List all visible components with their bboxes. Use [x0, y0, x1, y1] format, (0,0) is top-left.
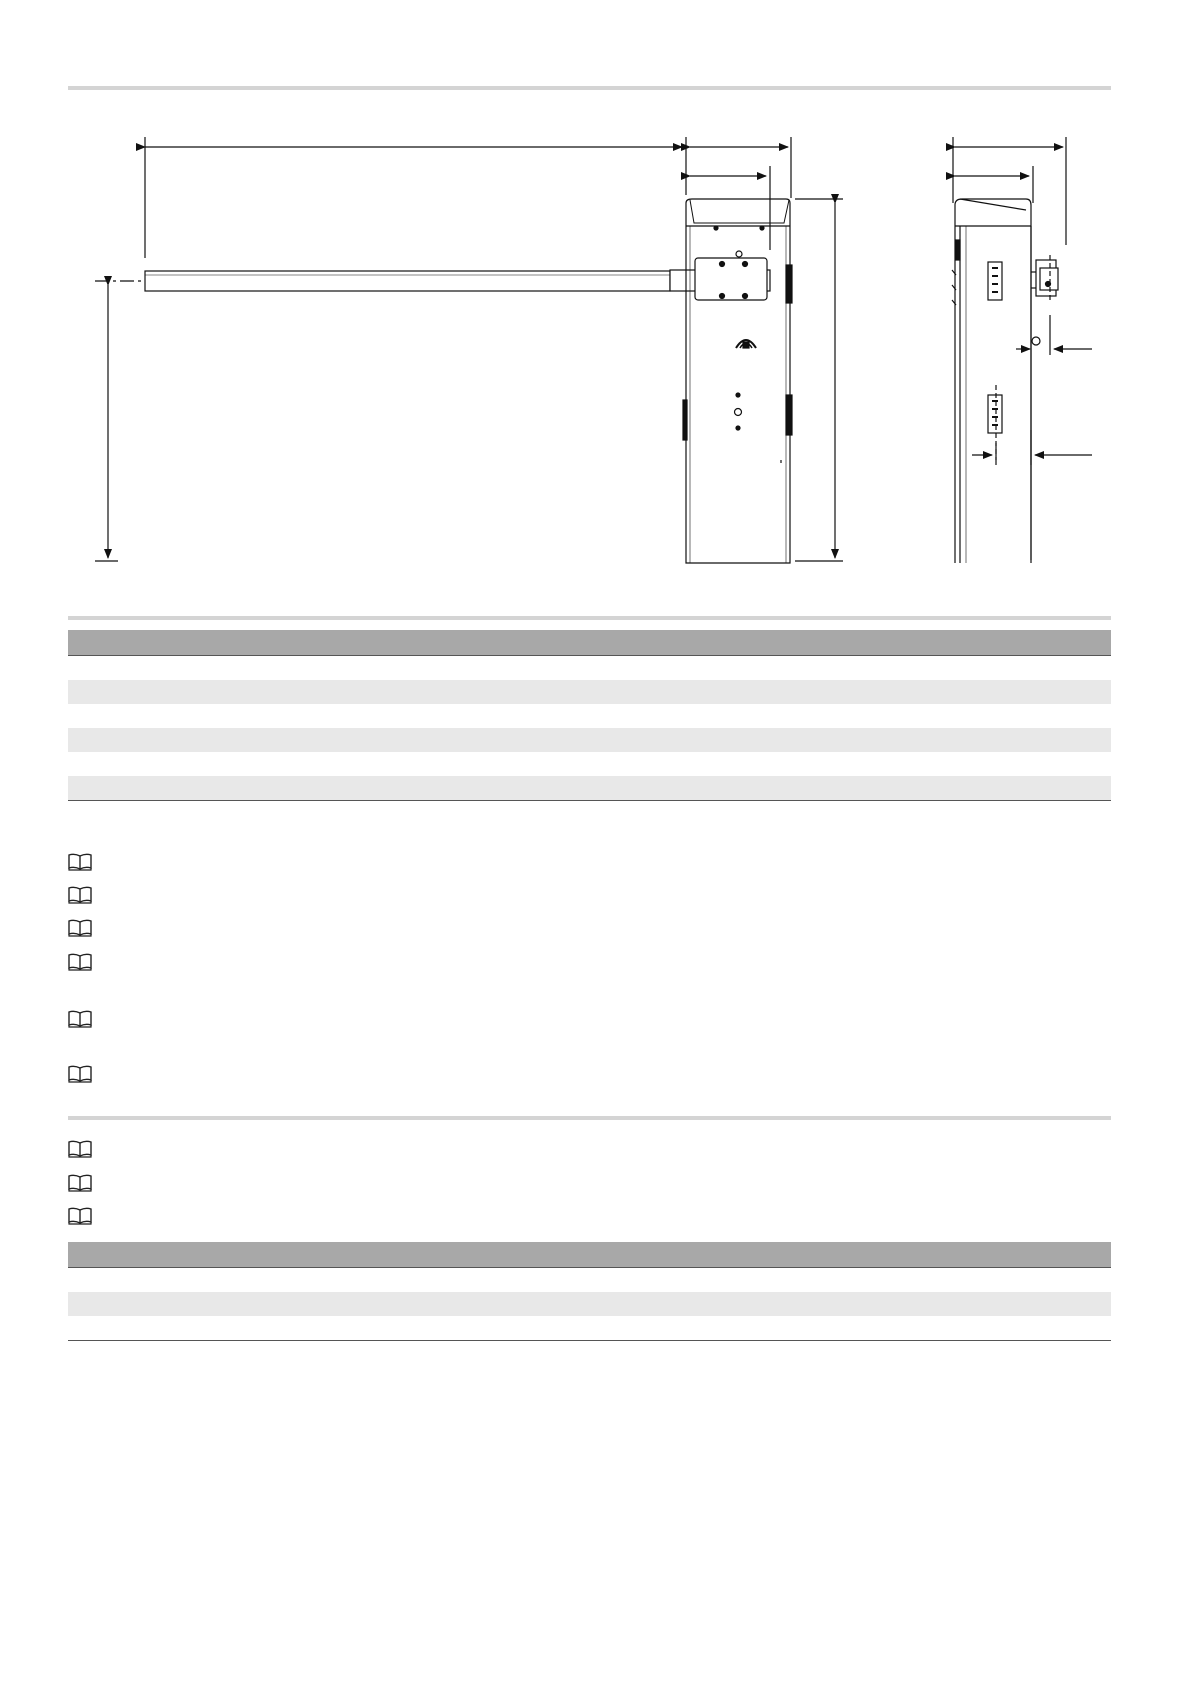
- open-book-icon: [68, 953, 92, 971]
- open-book-icon: [68, 1010, 92, 1028]
- manual-note: [68, 1065, 1111, 1087]
- table-row: [68, 656, 1111, 680]
- open-book-icon: [68, 1174, 92, 1192]
- table-header: [68, 630, 1111, 656]
- table-row: [68, 704, 1111, 728]
- section-rule-lower: [68, 1116, 1111, 1120]
- manual-note: [68, 853, 1111, 875]
- boom-mounting-plate: [695, 258, 767, 300]
- technical-data-table: [68, 630, 1111, 801]
- table-row: [68, 680, 1111, 704]
- table-row: [68, 752, 1111, 776]
- open-book-icon: [68, 853, 92, 871]
- manual-note: [68, 919, 1111, 941]
- table-row: [68, 1316, 1111, 1340]
- manual-note: [68, 953, 1111, 975]
- cabinet-side-outline: [955, 199, 1031, 563]
- table-row: [68, 776, 1111, 800]
- barrier-dimension-drawing: [0, 0, 1192, 600]
- manual-note: [68, 1140, 1111, 1162]
- open-book-icon: [68, 919, 92, 937]
- table-header: [68, 1242, 1111, 1268]
- open-book-icon: [68, 1207, 92, 1225]
- table-row: [68, 728, 1111, 752]
- electrical-data-table: [68, 1242, 1111, 1341]
- cabinet-front-outline: [686, 199, 790, 563]
- open-book-icon: [68, 1140, 92, 1158]
- cabinet-side-latch-lower: [786, 395, 792, 435]
- manual-note: [68, 886, 1111, 908]
- section-rule-middle: [68, 616, 1111, 620]
- open-book-icon: [68, 1065, 92, 1083]
- cabinet-side-latch: [786, 265, 792, 303]
- table-row: [68, 1292, 1111, 1316]
- manual-note: [68, 1174, 1111, 1196]
- boom-arm: [145, 271, 670, 291]
- cabinet-hood: [690, 200, 789, 223]
- manual-note: [68, 1207, 1111, 1229]
- open-book-icon: [68, 886, 92, 904]
- manual-note: [68, 1010, 1111, 1032]
- table-end-rule: [68, 800, 1111, 801]
- table-end-rule: [68, 1340, 1111, 1341]
- table-row: [68, 1268, 1111, 1292]
